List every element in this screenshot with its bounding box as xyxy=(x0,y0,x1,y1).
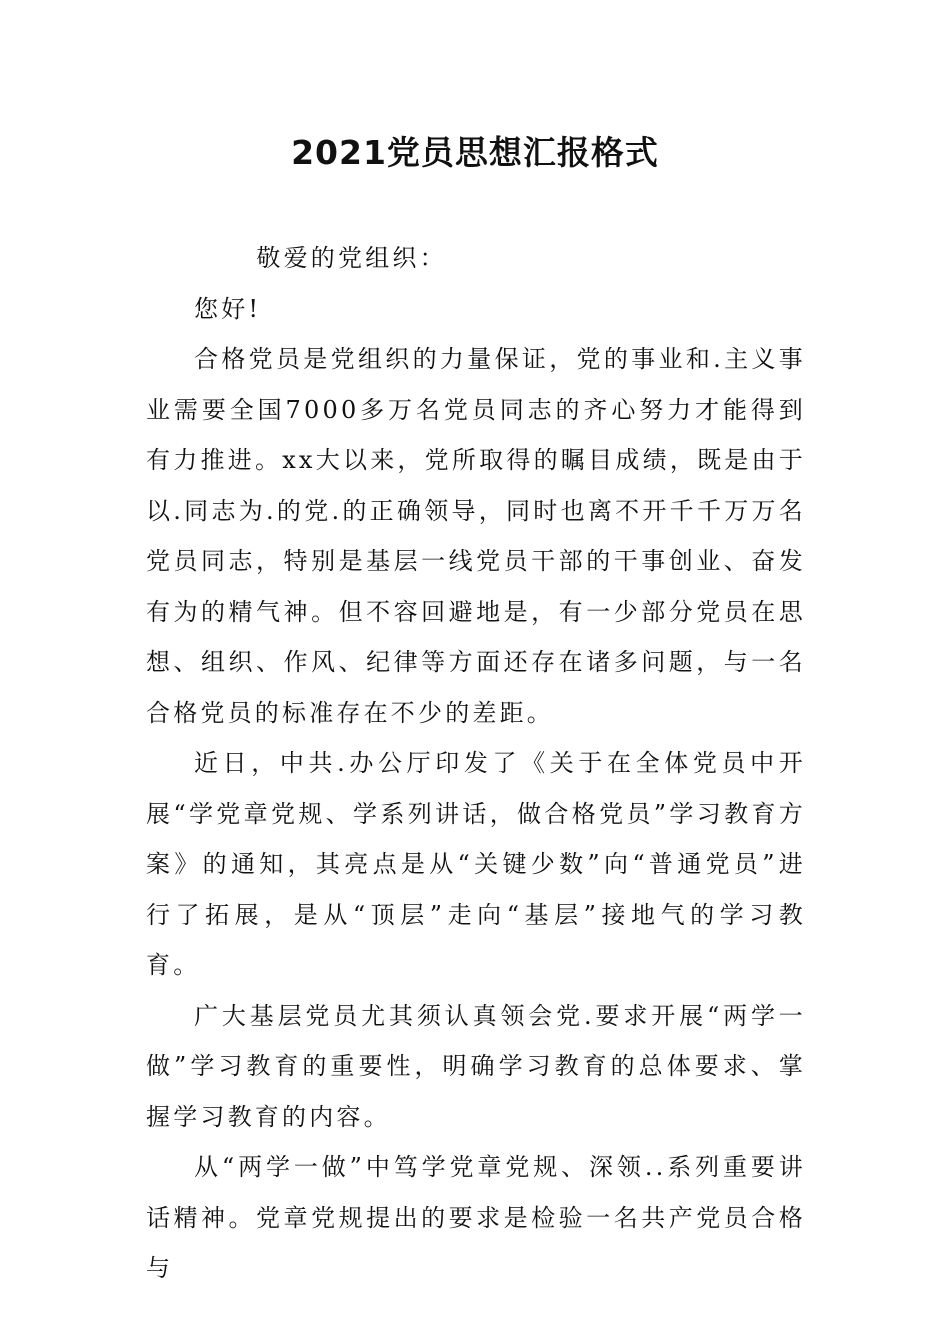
document-title: 2021党员思想汇报格式 xyxy=(291,133,659,172)
document-body xyxy=(146,233,806,1294)
greeting: 您好! xyxy=(194,294,262,323)
paragraph: 合格党员是党组织的力量保证，党的事业和.主义事业需要全国7000多万名党员同志的齐心努力才能得到有力推进。xx大以来，党所取得的瞩目成绩，既是由于以.同志为.的党.的正确领导，同时也离不开千千万万名党员同志，特别是基层一线党员干部的干事创业、奋发有为的精气神。但不容回避地是，有一少部分党员在思想、组织、作风、纪律等方面还存在诸多问题，与一名合格党员的标准存在不少的差距。 xyxy=(146,345,806,727)
paragraph: 近日，中共.办公厅印发了《关于在全体党员中开展“学党章党规、学系列讲话，做合格党员”学习教育方案》的通知，其亮点是从“关键少数”向“普通党员”进行了拓展，是从“顶层”走向“基层”接地气的学习教育。 xyxy=(146,749,806,979)
salutation: 敬爱的党组织： xyxy=(256,244,447,272)
paragraph: 广大基层党员尤其须认真领会党.要求开展“两学一做”学习教育的重要性，明确学习教育的总体要求、掌握学习教育的内容。 xyxy=(146,1001,806,1131)
paragraph: 从“两学一做”中笃学党章党规、深领..系列重要讲话精神。党章党规提出的要求是检验一名共产党员合格与 xyxy=(146,1153,806,1282)
